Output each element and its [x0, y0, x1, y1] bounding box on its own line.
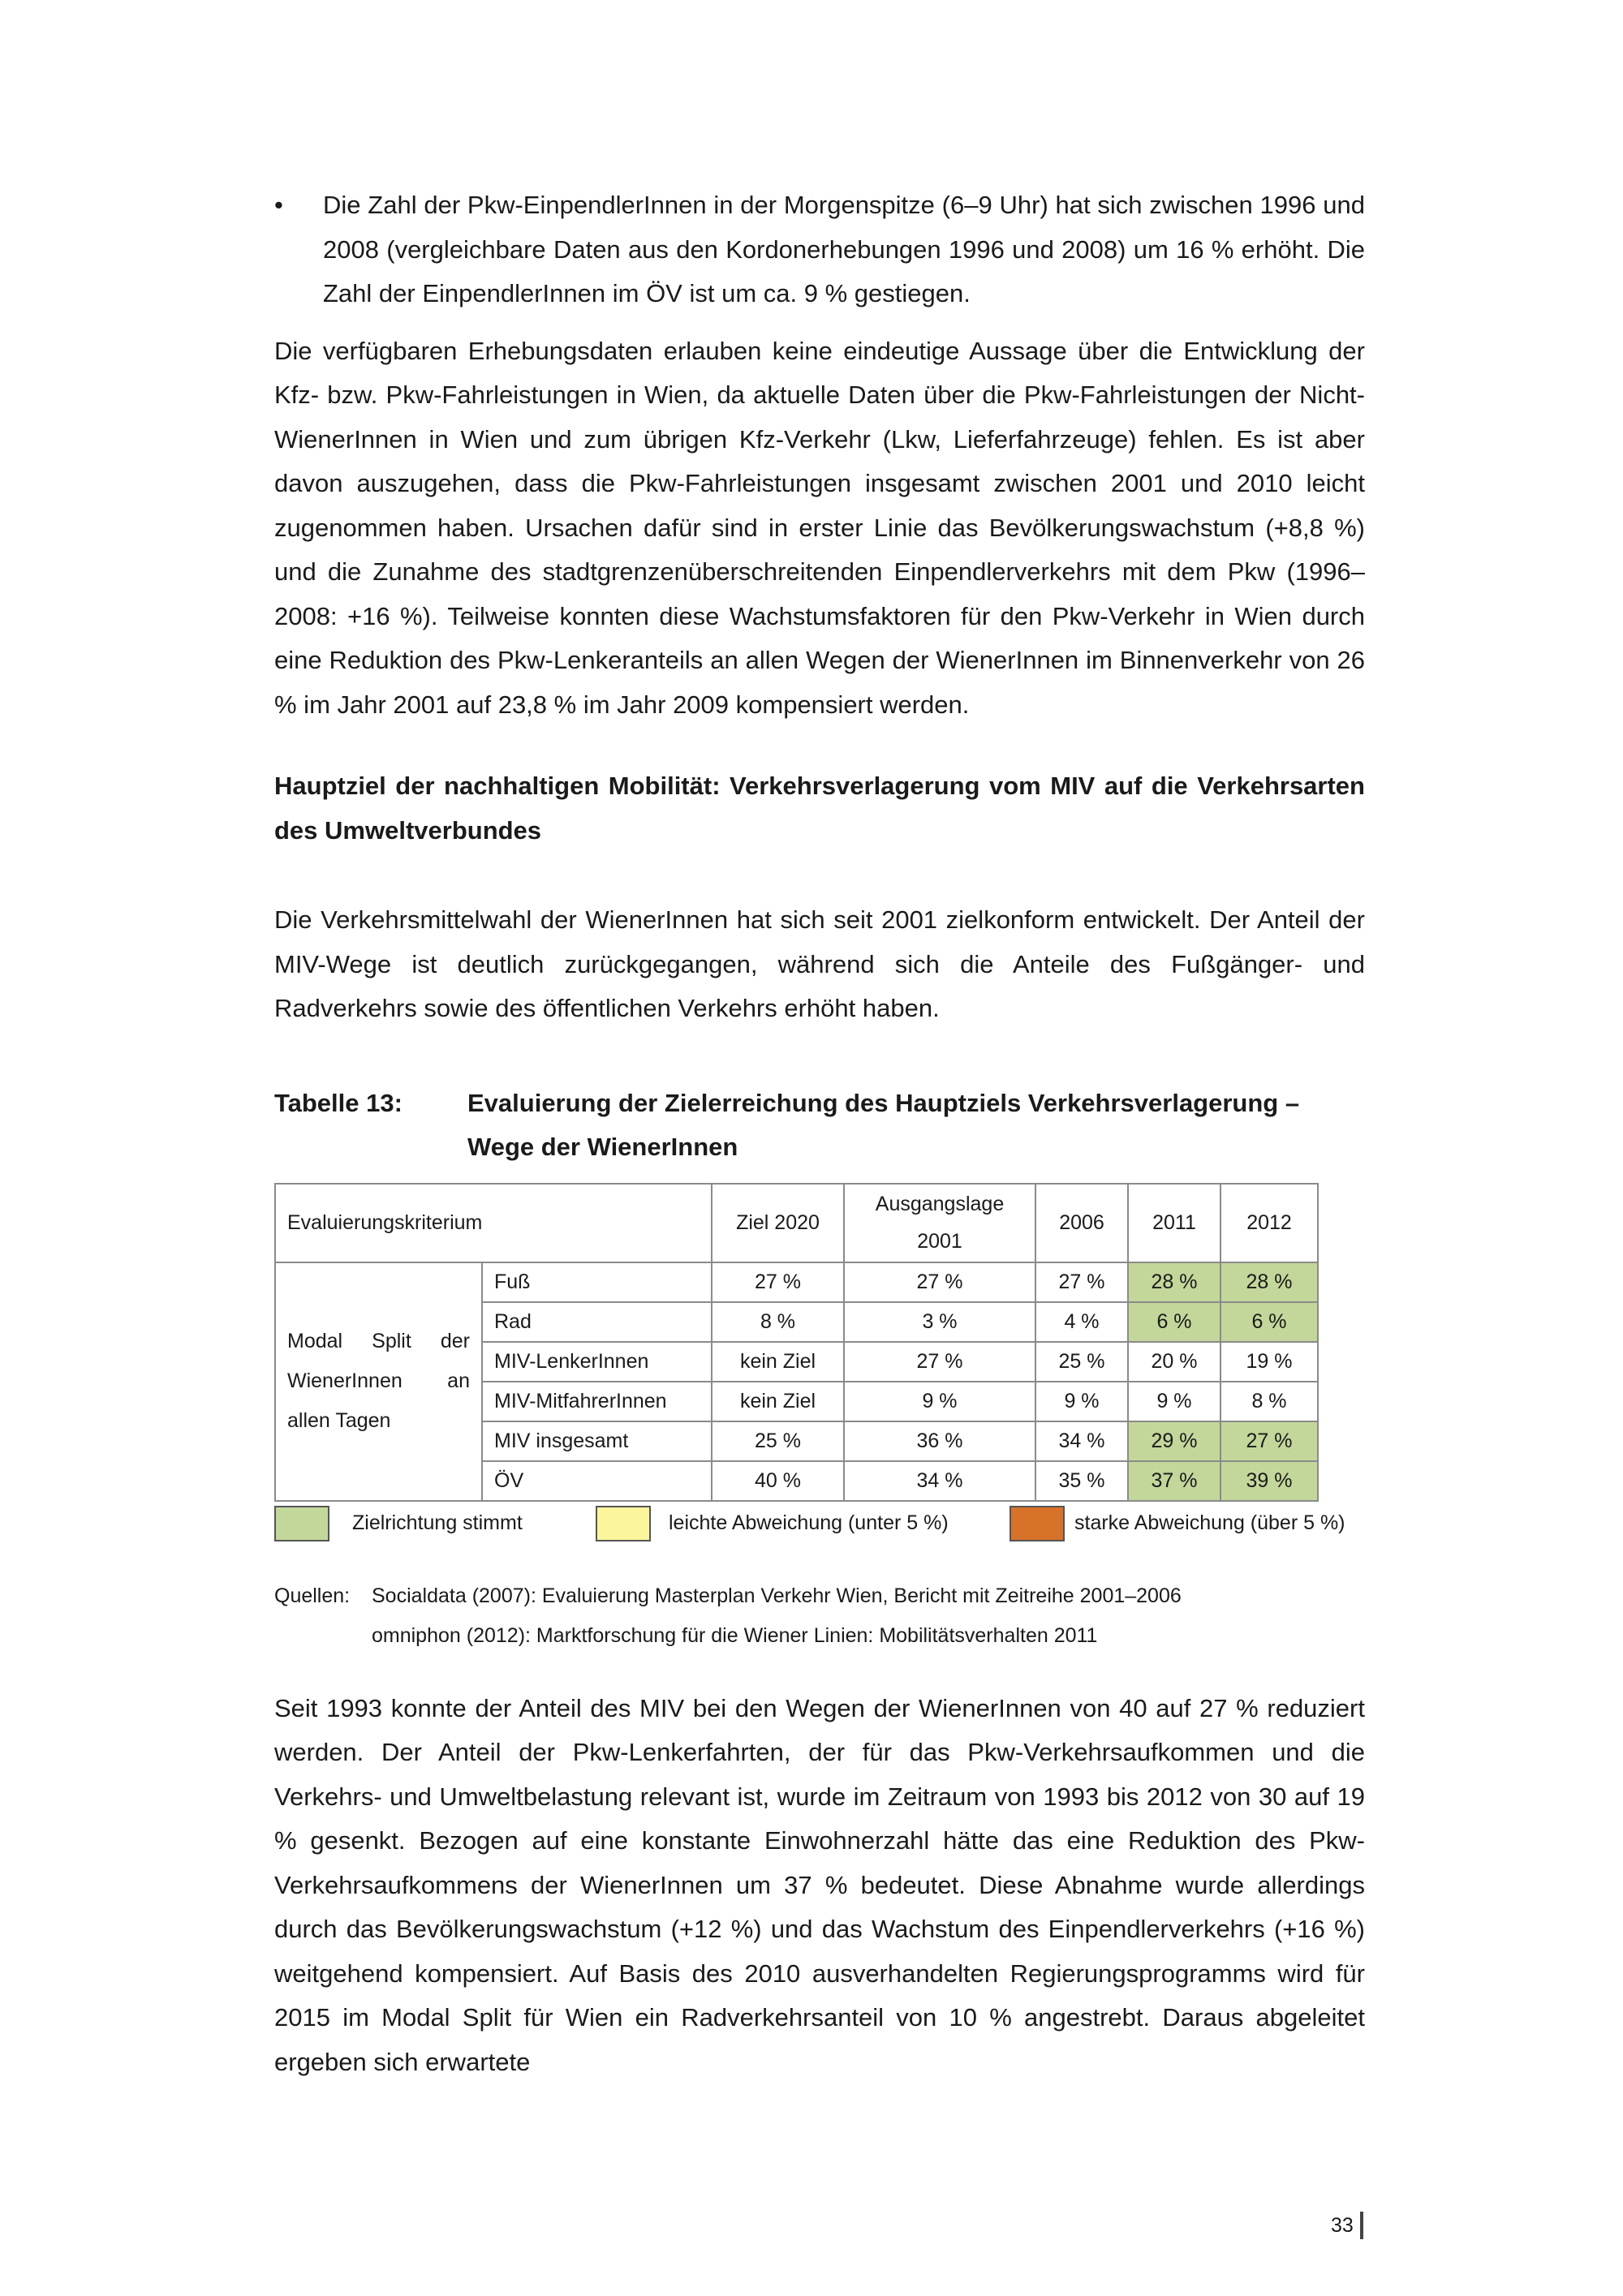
cell-2006: 27 % — [1035, 1262, 1128, 1302]
cell-2011: 37 % — [1128, 1461, 1220, 1501]
sources-list — [372, 1576, 1182, 1656]
cell-2012: 8 % — [1220, 1382, 1318, 1421]
cell-ausgang: 27 % — [844, 1262, 1035, 1302]
cell-2006: 4 % — [1035, 1302, 1128, 1342]
row-label: MIV-LenkerInnen — [482, 1342, 712, 1382]
category-cell: Modal Split der WienerInnen an allen Tagen — [275, 1262, 482, 1501]
row-label: ÖV — [482, 1461, 712, 1501]
sources-block — [274, 1576, 1365, 1656]
cell-ziel: 8 % — [712, 1302, 844, 1342]
source-line: omniphon (2012): Marktforschung für die Wiener Linien: Mobilitätsverhalten 2011 — [372, 1623, 1098, 1647]
paragraph-verkehrsmittelwahl: Die Verkehrsmittelwahl der WienerInnen hat sich seit 2001 zielkonform entwickelt. Der Anteil der MIV-Wege ist deutlich zurückgegangen, während sich die Anteile des Fußgänger- und Radverkehrs sowie des öffentlichen Verkehrs erhöht haben. — [274, 905, 1365, 1022]
cell-ziel: kein Ziel — [712, 1342, 844, 1382]
sources-label: Quellen: — [274, 1584, 351, 1607]
table-row — [275, 1262, 1318, 1302]
header-2011: 2011 — [1128, 1184, 1220, 1262]
evaluation-table — [274, 1183, 1319, 1502]
cell-2011: 20 % — [1128, 1342, 1220, 1382]
legend-swatch-green — [274, 1506, 329, 1541]
cell-ausgang: 36 % — [844, 1421, 1035, 1461]
table-legend — [274, 1503, 1365, 1544]
legend-label-yellow: leichte Abweichung (unter 5 %) — [669, 1511, 949, 1534]
legend-swatch-yellow — [596, 1506, 651, 1541]
table-caption — [274, 1081, 1365, 1170]
cell-ziel: 25 % — [712, 1421, 844, 1461]
cell-2011: 28 % — [1128, 1262, 1220, 1302]
cell-2011: 9 % — [1128, 1382, 1220, 1421]
table-header-row — [275, 1184, 1318, 1262]
row-label: MIV insgesamt — [482, 1421, 712, 1461]
bullet-text: Die Zahl der Pkw-EinpendlerInnen in der Morgenspitze (6–9 Uhr) hat sich zwischen 1996 und 2008 (vergleichbare Daten aus den Kordonerhebungen 1996 und 2008) um 16 % erhöht. Die Zahl der EinpendlerInnen im ÖV ist um ca. 9 % gestiegen. — [323, 191, 1365, 307]
cell-2011: 29 % — [1128, 1421, 1220, 1461]
legend-label-orange: starke Abweichung (über 5 %) — [1074, 1511, 1345, 1534]
cell-2012: 28 % — [1220, 1262, 1318, 1302]
row-label: MIV-MitfahrerInnen — [482, 1382, 712, 1421]
cell-ziel: 27 % — [712, 1262, 844, 1302]
cell-2012: 19 % — [1220, 1342, 1318, 1382]
source-line: Socialdata (2007): Evaluierung Masterplan Verkehr Wien, Bericht mit Zeitreihe 2001–2006 — [372, 1584, 1182, 1607]
cell-2012: 27 % — [1220, 1421, 1318, 1461]
cell-ausgang: 3 % — [844, 1302, 1035, 1342]
cell-ausgang: 9 % — [844, 1382, 1035, 1421]
cell-2006: 34 % — [1035, 1421, 1128, 1461]
cell-ziel: 40 % — [712, 1461, 844, 1501]
legend-swatch-orange — [1010, 1506, 1065, 1541]
page-number: 33 — [1331, 2212, 1363, 2239]
paragraph-fahrleistungen: Die verfügbaren Erhebungsdaten erlauben keine eindeutige Aussage über die Entwicklung der Kfz- bzw. Pkw-Fahrleistungen in Wien, da aktuelle Daten über die Pkw-Fahrleistungen der Nicht-WienerInnen in Wien und zum übrigen Kfz-Verkehr (Lkw, Lieferfahrzeuge) fehlen. Es ist aber davon auszugehen, dass die Pkw-Fahrleistungen insgesamt zwischen 2001 und 2010 leicht zugenommen haben. Ursachen dafür sind in erster Linie das Bevölkerungswachstum (+8,8 %) und die Zunahme des stadtgrenzenüberschreitenden Einpendlerverkehrs mit dem Pkw (1996–2008: +16 %). Teilweise konnten diese Wachstumsfaktoren für den Pkw-Verkehr in Wien durch eine Reduktion des Pkw-Lenkeranteils an allen Wegen der WienerInnen im Binnenverkehr von 26 % im Jahr 2001 auf 23,8 % im Jahr 2009 kompensiert werden. — [274, 336, 1365, 719]
row-label: Rad — [482, 1302, 712, 1342]
cell-ausgang: 34 % — [844, 1461, 1035, 1501]
cell-2012: 39 % — [1220, 1461, 1318, 1501]
legend-label-green: Zielrichtung stimmt — [352, 1511, 523, 1534]
bullet-dot-icon: • — [274, 191, 283, 219]
paragraph-miv-anteil: Seit 1993 konnte der Anteil des MIV bei den Wegen der WienerInnen von 40 auf 27 % reduziert werden. Der Anteil der Pkw-Lenkerfahrten, der für das Pkw-Verkehrsaufkommen und die Verkehrs- und Umweltbelastung relevant ist, wurde im Zeitraum von 1993 bis 2012 von 30 auf 19 % gesenkt. Bezogen auf eine konstante Einwohnerzahl hätte das eine Reduktion des Pkw-Verkehrsaufkommens der WienerInnen um 37 % bedeutet. Diese Abnahme wurde allerdings durch das Bevölkerungswachstum (+12 %) und das Wachstum des Einpendlerverkehrs (+16 %) weitgehend kompensiert. Auf Basis des 2010 ausverhandelten Regierungsprogramms wird für 2015 im Modal Split für Wien ein Radverkehrsanteil von 10 % angestrebt. Daraus abgeleitet ergeben sich erwartete — [274, 1693, 1365, 2076]
cell-2006: 35 % — [1035, 1461, 1128, 1501]
row-label: Fuß — [482, 1262, 712, 1302]
page-content — [274, 183, 1365, 2084]
table-caption-title: Evaluierung der Zielerreichung des Hauptziels Verkehrsverlagerung – Wege der WienerInnen — [467, 1088, 1300, 1161]
cell-2006: 9 % — [1035, 1382, 1128, 1421]
header-kriterium: Evaluierungskriterium — [275, 1184, 712, 1262]
section-heading: Hauptziel der nachhaltigen Mobilität: Verkehrsverlagerung vom MIV auf die Verkehrsarten des Umweltverbundes — [274, 772, 1365, 845]
header-2006: 2006 — [1035, 1184, 1128, 1262]
cell-2006: 25 % — [1035, 1342, 1128, 1382]
cell-ziel: kein Ziel — [712, 1382, 844, 1421]
cell-2011: 6 % — [1128, 1302, 1220, 1342]
header-ziel: Ziel 2020 — [712, 1184, 844, 1262]
cell-2012: 6 % — [1220, 1302, 1318, 1342]
header-2012: 2012 — [1220, 1184, 1318, 1262]
cell-ausgang: 27 % — [844, 1342, 1035, 1382]
table-caption-label: Tabelle 13: — [274, 1088, 403, 1117]
header-ausgang: Ausgangslage 2001 — [844, 1184, 1035, 1262]
bullet-item — [274, 183, 1365, 316]
